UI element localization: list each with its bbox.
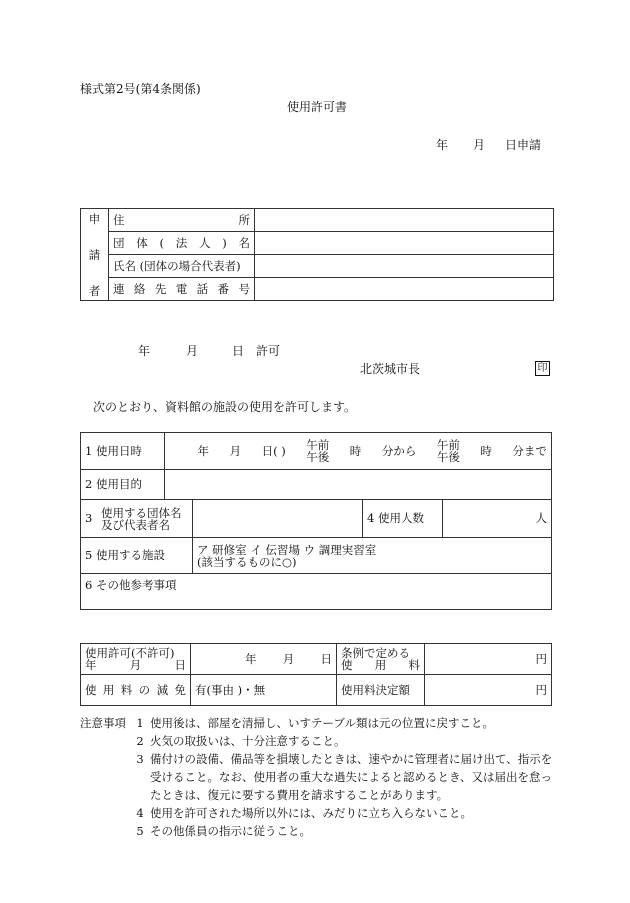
people-label: 4 使用人数 <box>363 500 443 538</box>
group-name-label: 団 体 ( 法 人 ) 名 <box>109 232 255 255</box>
page-title: 使用許可書 <box>287 100 348 114</box>
intro-text: 次のとおり、資料館の施設の使用を許可します。 <box>93 400 357 414</box>
notes-heading: 注意事項 <box>80 716 126 730</box>
notes-section <box>80 714 560 840</box>
permit-day: 日 <box>232 344 245 358</box>
name-label: 氏名 (団体の場合代表者) <box>109 255 255 278</box>
usage-date-field[interactable]: 年 月 日( ) 午前 午後 時 分から 午前 午後 時 分まで <box>165 433 552 470</box>
note-item: 4 使用を許可された場所以外には、みだりに立ち入らないこと。 <box>136 806 472 820</box>
usage-table <box>80 432 552 610</box>
phone-label: 連 絡 先 電 話 番 号 <box>109 278 255 301</box>
purpose-field[interactable] <box>165 470 552 500</box>
permit-status-date-field[interactable]: 年 月 日 <box>191 644 337 675</box>
ordinance-fee-field[interactable]: 円 <box>425 644 552 675</box>
group-rep-label: 3 使用する団体名 及び代表者名 <box>81 500 193 538</box>
fee-reduction-label: 使 用 料 の 減 免 <box>81 675 191 706</box>
applicant-side-label: 申 請 者 <box>81 209 109 301</box>
group-name-field[interactable] <box>255 232 554 255</box>
name-field[interactable] <box>255 255 554 278</box>
ordinance-fee-label: 条例で定める 使 用 料 <box>337 644 425 675</box>
fee-table <box>80 643 552 706</box>
note-item: 2 火気の取扱いは、十分注意すること。 <box>136 734 346 748</box>
apply-day: 日申請 <box>505 138 542 152</box>
fee-reduction-field[interactable]: 有(事由 )・無 <box>191 675 337 706</box>
purpose-label: 2 使用目的 <box>81 470 165 500</box>
decided-fee-label: 使用料決定額 <box>337 675 425 706</box>
usage-date-label: 1 使用日時 <box>81 433 165 470</box>
seal-mark: 印 <box>535 361 550 376</box>
facility-label: 5 使用する施設 <box>81 538 193 574</box>
other-notes-field[interactable]: 6 その他参考事項 <box>81 574 552 610</box>
facility-field[interactable]: ア 研修室 イ 伝習場 ウ 調理実習室 (該当するものに○) <box>193 538 552 574</box>
permit-year: 年 <box>138 344 151 358</box>
address-label: 住 所 <box>109 209 255 232</box>
permit-label: 許可 <box>256 344 281 358</box>
form-number: 様式第2号(第4条関係) <box>80 82 201 96</box>
note-item: 5 その他係員の指示に従うこと。 <box>136 824 311 838</box>
mayor-label: 北茨城市長 <box>360 362 421 376</box>
decided-fee-field[interactable]: 円 <box>425 675 552 706</box>
note-item: 注意事項 1 使用後は、部屋を清掃し、いすテーブル類は元の位置に戻すこと。 <box>80 716 494 730</box>
address-field[interactable] <box>255 209 554 232</box>
people-field[interactable]: 人 <box>443 500 552 538</box>
apply-month: 月 <box>473 138 486 152</box>
apply-year: 年 <box>436 138 449 152</box>
permit-status-label: 使用許可(不許可) 年 月 日 <box>81 644 191 675</box>
note-item: 3 備付けの設備、備品等を損壊したときは、速やかに管理者に届け出て、指示を受けること。なお、使用者の重大な過失によると認めるとき、又は届出を怠ったときは、復元に要する費用を請求することがあります。 <box>136 752 553 802</box>
phone-field[interactable] <box>255 278 554 301</box>
group-rep-field[interactable] <box>193 500 363 538</box>
applicant-table <box>80 208 554 301</box>
permit-month: 月 <box>186 344 199 358</box>
